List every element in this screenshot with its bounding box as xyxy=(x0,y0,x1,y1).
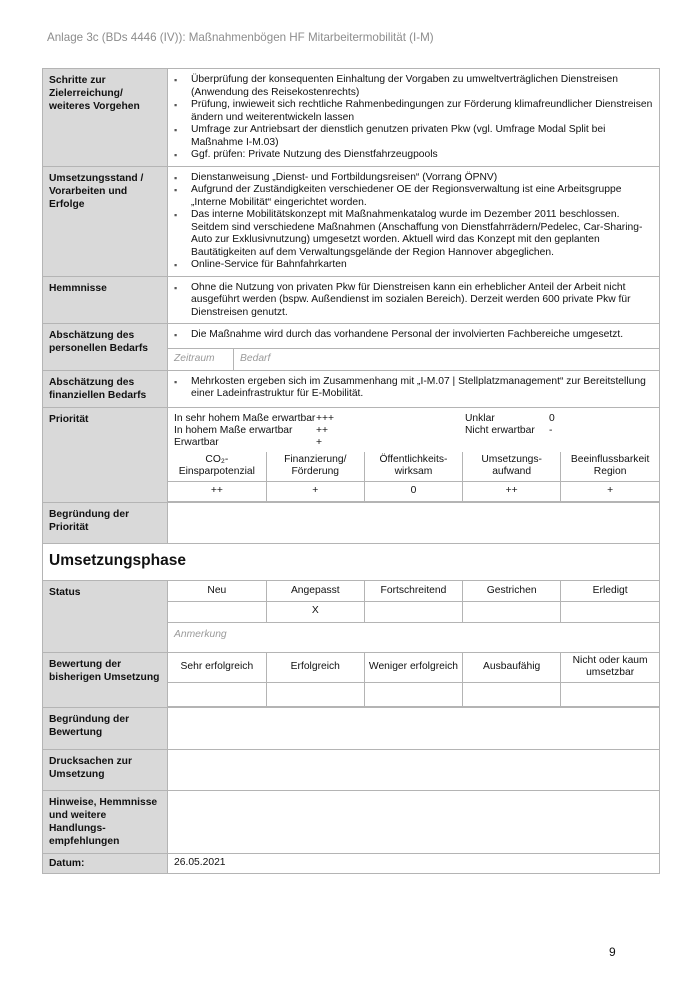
bewertung-grid xyxy=(168,653,659,708)
page-number: 9 xyxy=(609,945,616,959)
measure-sheet-table xyxy=(42,68,660,874)
label-hinweise: Hinweise, Hemmnisse und weitere Handlungs-empfehlungen xyxy=(43,791,168,854)
status-value xyxy=(168,601,266,622)
bullet-item: ▪ Aufgrund der Zuständigkeiten verschiedener OE der Regionsverwaltung ist eine Arbeitsgruppe „Interne Mobilität“ eingerichtet worden. xyxy=(174,184,655,209)
status-value xyxy=(364,601,462,622)
label-status: Status xyxy=(43,581,168,653)
bullet-item: ▪ Prüfung, inwieweit sich rechtliche Rahmenbedingungen zur Förderung klimafreundlicher Dienstreisen ändern und weiterentwickeln lassen xyxy=(174,99,655,124)
bullet-item: ▪ Mehrkosten ergeben sich im Zusammenhang mit „I-M.07 | Stellplatzmanagement“ zur Bereitstellung einer Ladeinfrastruktur für E-Mobilität. xyxy=(174,376,655,401)
bewertung-value xyxy=(561,683,659,707)
label-datum: Datum: xyxy=(43,854,168,874)
label-umsetzungsstand: Umsetzungsstand / Vorarbeiten und Erfolge xyxy=(43,166,168,276)
list-personal xyxy=(168,324,659,348)
row-umsetzungsstand xyxy=(43,166,660,276)
row-prioritaet xyxy=(43,407,660,503)
label-begruendung-bewertung: Begründung der Bewertung xyxy=(43,708,168,750)
label-hemmnisse: Hemmnisse xyxy=(43,276,168,324)
list-hemmnisse xyxy=(168,277,659,324)
datum-value: 26.05.2021 xyxy=(168,854,660,874)
row-personal xyxy=(43,324,660,371)
label-begruendung-prioritaet: Begründung der Priorität xyxy=(43,503,168,544)
bullet-item: ▪ Ggf. prüfen: Private Nutzung des Dienstfahrzeugpools xyxy=(174,149,655,162)
document-header: Anlage 3c (BDs 4446 (IV)): Maßnahmenbögen HF Mitarbeitermobilität (I-M) xyxy=(47,31,434,44)
list-finanziell xyxy=(168,371,659,405)
bullet-item: ▪ Online-Service für Bahnfahrkarten xyxy=(174,259,655,272)
bewertung-value xyxy=(364,683,462,707)
status-value: X xyxy=(266,601,364,622)
bullet-item: ▪ Überprüfung der konsequenten Einhaltung der Vorgaben zu umweltverträglichen Dienstreisen (Anwendung des Reisekostenrechts) xyxy=(174,74,655,99)
row-begruendung-bewertung xyxy=(43,708,660,750)
zeitraum-field: Zeitraum xyxy=(168,349,234,370)
priority-header: CO₂-Einsparpotenzial xyxy=(168,452,266,482)
priority-value: + xyxy=(561,482,659,502)
bullet-item: ▪ Das interne Mobilitätskonzept mit Maßnahmenkatalog wurde im Dezember 2011 beschlossen. Seitdem sind verschiedene Maßnahmen (Anschaffung von Dienstfahrrädern/Pedelec, Car-Sharing-Auto zur Exklusivnutzung) umgesetzt worden. Aktuell wird das Konzept mit den geplanten Bautätigkeiten auf dem Verwaltungsgelände der Region Hannover abgeglichen. xyxy=(174,209,655,259)
list-umsetzungsstand xyxy=(168,167,659,276)
label-finanziell: Abschätzung des finanziellen Bedarfs xyxy=(43,370,168,407)
status-header: Neu xyxy=(168,581,266,601)
bewertung-header: Sehr erfolgreich xyxy=(168,653,266,683)
bewertung-header: Ausbaufähig xyxy=(463,653,561,683)
label-prioritaet: Priorität xyxy=(43,407,168,503)
label-bewertung: Bewertung der bisherigen Umsetzung xyxy=(43,652,168,708)
begruendung-prioritaet-value xyxy=(168,503,660,544)
status-value xyxy=(561,601,659,622)
status-value xyxy=(463,601,561,622)
priority-value: ++ xyxy=(463,482,561,502)
bewertung-value xyxy=(463,683,561,707)
bewertung-header: Weniger erfolgreich xyxy=(364,653,462,683)
status-anmerkung: Anmerkung xyxy=(174,628,227,640)
priority-grid xyxy=(168,452,659,503)
priority-value: + xyxy=(266,482,364,502)
label-drucksachen: Drucksachen zur Umsetzung xyxy=(43,750,168,791)
priority-header: Umsetzungs-aufwand xyxy=(463,452,561,482)
priority-header: Finanzierung/ Förderung xyxy=(266,452,364,482)
row-drucksachen xyxy=(43,750,660,791)
priority-header: Öffentlichkeits-wirksam xyxy=(364,452,462,482)
row-datum xyxy=(43,854,660,874)
row-begruendung-prioritaet xyxy=(43,503,660,544)
bewertung-value xyxy=(266,683,364,707)
status-header: Fortschreitend xyxy=(364,581,462,601)
bullet-item: ▪ Die Maßnahme wird durch das vorhandene Personal der involvierten Fachbereiche umgesetzt. xyxy=(174,329,655,342)
priority-legend: In sehr hohem Maße erwartbar In hohem Maße erwartbar Erwartbar +++ ++ + Unklar Nicht erwartbar 0 - xyxy=(174,412,555,448)
bewertung-value xyxy=(168,683,266,707)
label-personal: Abschätzung des personellen Bedarfs xyxy=(43,324,168,371)
row-bewertung xyxy=(43,652,660,708)
row-schritte xyxy=(43,69,660,167)
status-header: Gestrichen xyxy=(463,581,561,601)
status-grid xyxy=(168,581,659,623)
row-status xyxy=(43,581,660,653)
row-hinweise xyxy=(43,791,660,854)
section-title: Umsetzungsphase xyxy=(43,544,660,581)
row-hemmnisse xyxy=(43,276,660,324)
bewertung-header: Erfolgreich xyxy=(266,653,364,683)
row-finanziell xyxy=(43,370,660,407)
status-header: Erledigt xyxy=(561,581,659,601)
bedarf-field: Bedarf xyxy=(240,352,271,364)
priority-header: Beeinflussbarkeit Region xyxy=(561,452,659,482)
row-section-title xyxy=(43,544,660,581)
bewertung-header: Nicht oder kaum umsetzbar xyxy=(561,653,659,683)
bullet-item: ▪ Dienstanweisung „Dienst- und Fortbildungsreisen“ (Vorrang ÖPNV) xyxy=(174,172,655,185)
priority-value: 0 xyxy=(364,482,462,502)
bullet-item: ▪ Ohne die Nutzung von privaten Pkw für Dienstreisen kann ein erheblicher Anteil der Arbeit nicht ausgeführt werden (bspw. Außendienst im sozialen Bereich). Derzeit werden 600 private Pkw für Dienstreisen genutzt. xyxy=(174,282,655,320)
list-schritte xyxy=(168,69,659,166)
bullet-item: ▪ Umfrage zur Antriebsart der dienstlich genutzen privaten Pkw (vgl. Umfrage Modal Split bei Maßnahme I-M.03) xyxy=(174,124,655,149)
priority-value: ++ xyxy=(168,482,266,502)
label-schritte: Schritte zur Zielerreichung/ weiteres Vorgehen xyxy=(43,69,168,167)
status-header: Angepasst xyxy=(266,581,364,601)
